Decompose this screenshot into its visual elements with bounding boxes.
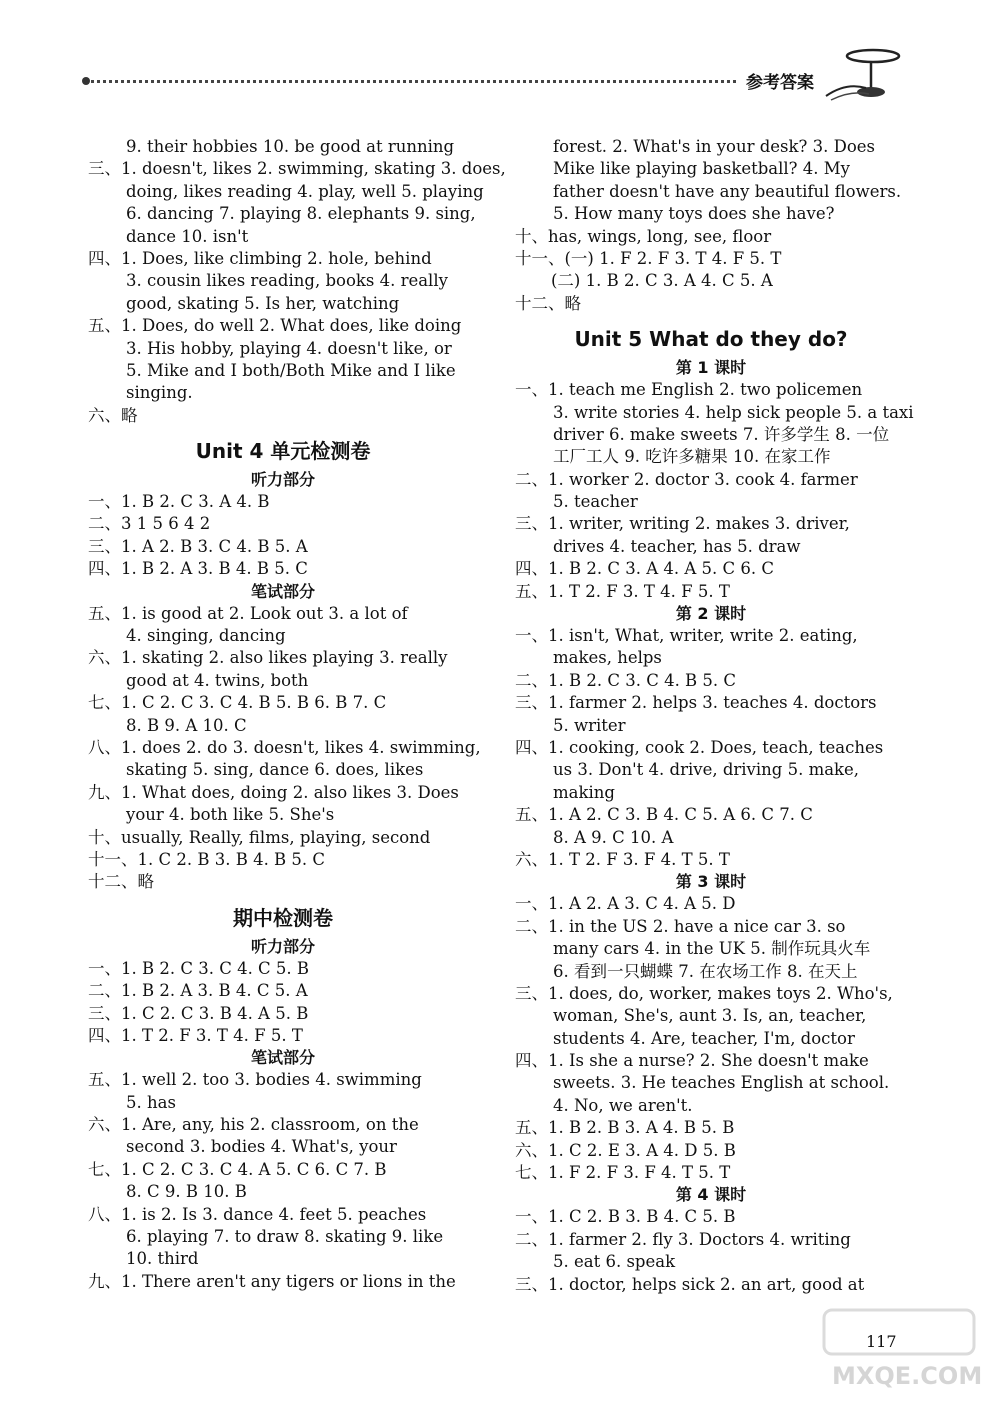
header-title: 参考答案 xyxy=(746,73,814,93)
answer-line: 3. write stories 4. help sick people 5. a taxi xyxy=(553,402,914,422)
answer-line: 三、1. does, do, worker, makes toys 2. Who's, xyxy=(515,983,893,1003)
answer-line: 6. 看到一只蝴蝶 7. 在农场工作 8. 在天上 xyxy=(553,961,858,981)
answer-line: 十一、(一) 1. F 2. F 3. T 4. F 5. T xyxy=(515,248,782,268)
dotted-rule xyxy=(86,80,736,83)
answer-line: 二、1. B 2. A 3. B 4. C 5. A xyxy=(88,981,308,1001)
answer-line: 八、1. is 2. Is 3. dance 4. feet 5. peaches xyxy=(88,1204,427,1224)
answer-line: 九、1. There aren't any tigers or lions in the xyxy=(88,1271,456,1291)
answer-line: 十一、1. C 2. B 3. B 4. B 5. C xyxy=(88,849,326,869)
answer-line: 七、1. C 2. C 3. C 4. B 5. B 6. B 7. C xyxy=(88,693,387,713)
answer-line: 8. B 9. A 10. C xyxy=(126,715,247,735)
answer-line: 三、1. doesn't, likes 2. swimming, skating 3. does, xyxy=(88,159,506,179)
listening-label: 听力部分 xyxy=(250,936,315,956)
answer-line: 四、1. Does, like climbing 2. hole, behind xyxy=(88,248,432,268)
answer-line: 十二、略 xyxy=(515,293,581,313)
answer-line: your 4. both like 5. She's xyxy=(126,805,335,825)
answer-line: 六、1. Are, any, his 2. classroom, on the xyxy=(88,1115,419,1135)
answer-line: 二、1. B 2. C 3. C 4. B 5. C xyxy=(515,670,737,690)
answer-line: 六、1. T 2. F 3. F 4. T 5. T xyxy=(515,849,730,869)
answer-line: 4. singing, dancing xyxy=(126,626,286,646)
right-column xyxy=(515,136,914,1296)
left-column xyxy=(88,136,506,1293)
answer-line: 5. Mike and I both/Both Mike and I like xyxy=(126,360,456,380)
answer-line: father doesn't have any beautiful flowers. xyxy=(553,181,902,201)
lamp-logo-icon xyxy=(821,46,911,106)
midterm-title: 期中检测卷 xyxy=(233,905,333,930)
answer-line: 五、1. Does, do well 2. What does, like doing xyxy=(88,316,462,336)
answer-line: many cars 4. in the UK 5. 制作玩具火车 xyxy=(553,939,871,959)
answer-line: (二) 1. B 2. C 3. A 4. C 5. A xyxy=(551,271,773,291)
answer-line: makes, helps xyxy=(553,648,662,668)
answer-line: 八、1. does 2. do 3. doesn't, likes 4. swimming, xyxy=(88,737,481,757)
unit4-title: Unit 4 单元检测卷 xyxy=(195,439,371,464)
answer-line: drives 4. teacher, has 5. draw xyxy=(553,536,801,556)
writing-label: 笔试部分 xyxy=(250,581,315,601)
answer-line: 六、1. C 2. E 3. A 4. D 5. B xyxy=(515,1140,736,1160)
answer-line: 一、1. C 2. B 3. B 4. C 5. B xyxy=(515,1207,736,1227)
watermark-logo-icon xyxy=(820,1306,990,1392)
answer-line: 3. His hobby, playing 4. doesn't like, or xyxy=(126,338,452,358)
answer-line: 一、1. B 2. C 3. C 4. C 5. B xyxy=(88,958,310,978)
answer-line: 一、1. B 2. C 3. A 4. B xyxy=(88,492,270,512)
answer-line: 四、1. B 2. A 3. B 4. B 5. C xyxy=(88,559,308,579)
answer-line: 三、1. farmer 2. helps 3. teaches 4. doctors xyxy=(515,693,877,713)
answer-line: 五、1. B 2. B 3. A 4. B 5. B xyxy=(515,1118,735,1138)
answer-line: students 4. Are, teacher, I'm, doctor xyxy=(553,1028,855,1048)
answer-line: good, skating 5. Is her, watching xyxy=(126,293,400,313)
page-header xyxy=(86,68,906,98)
answer-line: 七、1. C 2. C 3. C 4. A 5. C 6. C 7. B xyxy=(88,1159,387,1179)
answer-line: 6. dancing 7. playing 8. elephants 9. sing, xyxy=(126,204,476,224)
lesson-2-label: 第 2 课时 xyxy=(675,604,747,624)
answer-line: 9. their hobbies 10. be good at running xyxy=(126,137,455,156)
answer-line: 一、1. A 2. A 3. C 4. A 5. D xyxy=(515,894,736,914)
answer-line: making xyxy=(553,782,615,802)
answer-line: 三、1. writer, writing 2. makes 3. driver, xyxy=(515,514,850,534)
answer-line: Mike like playing basketball? 4. My xyxy=(553,159,850,179)
answer-line: sweets. 3. He teaches English at school. xyxy=(553,1073,890,1093)
answer-line: 二、1. farmer 2. fly 3. Doctors 4. writing xyxy=(515,1229,851,1249)
answer-line: driver 6. make sweets 7. 许多学生 8. 一位 xyxy=(553,424,890,444)
answer-line: 五、1. is good at 2. Look out 3. a lot of xyxy=(88,603,408,623)
answer-line: 4. No, we aren't. xyxy=(553,1095,693,1115)
answer-line: 5. teacher xyxy=(553,492,638,512)
answer-line: 四、1. T 2. F 3. T 4. F 5. T xyxy=(88,1025,303,1045)
answer-line: dance 10. isn't xyxy=(126,226,249,246)
answer-line: 五、1. T 2. F 3. T 4. F 5. T xyxy=(515,581,730,601)
answer-line: 5. has xyxy=(126,1092,176,1112)
answer-line: forest. 2. What's in your desk? 3. Does xyxy=(553,137,875,156)
answer-line: 10. third xyxy=(126,1249,199,1269)
answer-line: 一、1. isn't, What, writer, write 2. eating, xyxy=(515,626,858,646)
answer-line: 5. eat 6. speak xyxy=(553,1252,676,1272)
answer-line: 四、1. cooking, cook 2. Does, teach, teaches xyxy=(515,737,884,757)
answer-line: 五、1. A 2. C 3. B 4. C 5. A 6. C 7. C xyxy=(515,805,813,825)
answer-line: 二、1. worker 2. doctor 3. cook 4. farmer xyxy=(515,469,858,489)
answer-line: 6. playing 7. to draw 8. skating 9. like xyxy=(126,1227,444,1247)
answer-line: skating 5. sing, dance 6. does, likes xyxy=(126,760,424,780)
lesson-1-label: 第 1 课时 xyxy=(675,358,747,378)
writing-label: 笔试部分 xyxy=(250,1048,315,1068)
answer-line: 5. writer xyxy=(553,715,626,735)
answer-line: doing, likes reading 4. play, well 5. playing xyxy=(126,181,484,201)
answer-line: 3. cousin likes reading, books 4. really xyxy=(126,271,448,291)
answer-line: 三、1. C 2. C 3. B 4. A 5. B xyxy=(88,1003,309,1023)
answer-line: good at 4. twins, both xyxy=(126,670,309,690)
lesson-3-label: 第 3 课时 xyxy=(675,872,747,892)
answer-line: 三、1. doctor, helps sick 2. an art, good at xyxy=(515,1274,865,1294)
answer-line: 六、略 xyxy=(88,405,138,425)
listening-label: 听力部分 xyxy=(250,470,315,490)
answer-line: 一、1. teach me English 2. two policemen xyxy=(515,380,863,400)
answer-line: 四、1. B 2. C 3. A 4. A 5. C 6. C xyxy=(515,559,774,579)
answer-line: 二、3 1 5 6 4 2 xyxy=(88,514,211,534)
answer-line: 二、1. in the US 2. have a nice car 3. so xyxy=(515,916,846,936)
answer-line: 十、has, wings, long, see, floor xyxy=(515,226,772,246)
answer-line: woman, She's, aunt 3. Is, an, teacher, xyxy=(553,1006,867,1026)
lesson-4-label: 第 4 课时 xyxy=(675,1185,747,1205)
answer-line: 九、1. What does, doing 2. also likes 3. Does xyxy=(88,782,459,802)
answer-line: second 3. bodies 4. What's, your xyxy=(126,1137,397,1157)
answer-line: 工厂工人 9. 吃许多糖果 10. 在家工作 xyxy=(553,447,831,467)
answer-line: 四、1. Is she a nurse? 2. She doesn't make xyxy=(515,1051,869,1071)
answer-line: singing. xyxy=(126,383,193,403)
answer-line: 七、1. F 2. F 3. F 4. T 5. T xyxy=(515,1163,731,1183)
answer-line: 十二、略 xyxy=(88,872,154,892)
svg-text:MXQE.COM: MXQE.COM xyxy=(832,1362,983,1390)
page-number: 117 xyxy=(866,1332,897,1351)
answer-line: 8. A 9. C 10. A xyxy=(553,827,674,847)
unit5-title: Unit 5 What do they do? xyxy=(574,327,848,352)
answer-line: 三、1. A 2. B 3. C 4. B 5. A xyxy=(88,536,308,556)
answer-line: 5. How many toys does she have? xyxy=(553,204,835,224)
answer-line: 十、usually, Really, films, playing, second xyxy=(88,827,431,847)
answer-line: 五、1. well 2. too 3. bodies 4. swimming xyxy=(88,1070,422,1090)
answer-line: 六、1. skating 2. also likes playing 3. really xyxy=(88,648,448,668)
answer-line: us 3. Don't 4. drive, driving 5. make, xyxy=(553,760,860,780)
answer-line: 8. C 9. B 10. B xyxy=(126,1182,247,1202)
